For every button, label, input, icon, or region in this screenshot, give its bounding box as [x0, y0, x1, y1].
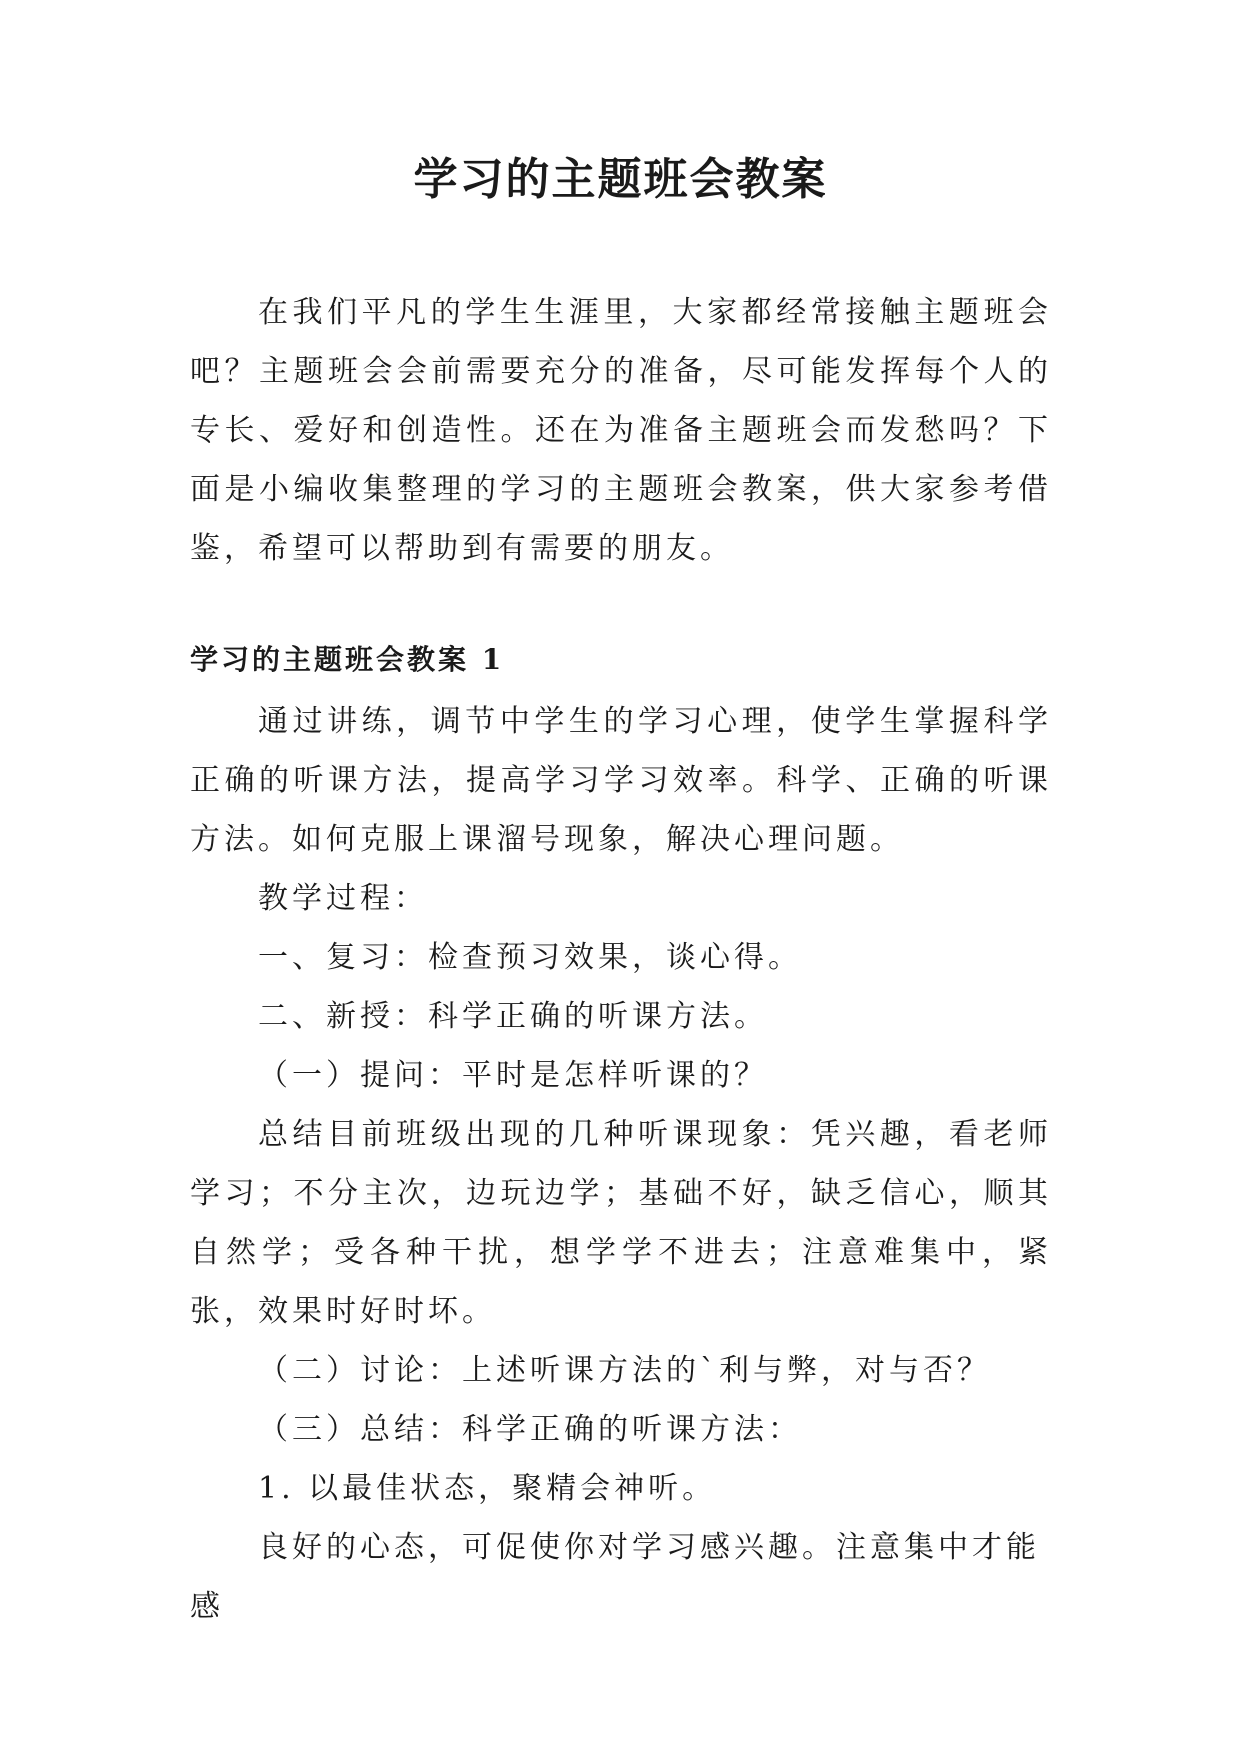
summary-phenomena-paragraph: 总结目前班级出现的几种听课现象：凭兴趣，看老师学习；不分主次，边玩边学；基础不好，缺乏信心，顺其自然学；受各种干扰，想学学不进去；注意难集中，紧张，效果时好时坏。 [190, 1117, 1052, 1329]
subsection-conclusion: （三）总结：科学正确的听课方法： [258, 1412, 802, 1447]
step-review: 一、复习：检查预习效果，谈心得。 [258, 940, 802, 975]
method-item-1-text: 良好的心态，可促使你对学习感兴趣。注意集中才能感 [190, 1530, 1040, 1624]
document-title: 学习的主题班会教案 [413, 154, 828, 205]
objective-paragraph: 通过讲练，调节中学生的学习心理，使学生掌握科学正确的听课方法，提高学习学习效率。科学、正确的听课方法。如何克服上课溜号现象，解决心理问题。 [190, 704, 1052, 857]
section-content [190, 692, 1052, 1636]
step-new-lesson: 二、新授：科学正确的听课方法。 [258, 999, 768, 1034]
process-heading: 教学过程： [258, 881, 428, 916]
method-item-1: 1. 以最佳状态，聚精会神听。 [258, 1471, 717, 1506]
subsection-discussion: （二）讨论：上述听课方法的`利与弊，对与否？ [258, 1353, 991, 1388]
intro-paragraph: 在我们平凡的学生生涯里，大家都经常接触主题班会吧？主题班会会前需要充分的准备，尽可能发挥每个人的专长、爱好和创造性。还在为准备主题班会而发愁吗？下面是小编收集整理的学习的主题班会教案，供大家参考借鉴，希望可以帮助到有需要的朋友。 [190, 295, 1052, 566]
subsection-question: （一）提问：平时是怎样听课的？ [258, 1058, 768, 1093]
section-title: 学习的主题班会教案 1 [190, 643, 505, 676]
